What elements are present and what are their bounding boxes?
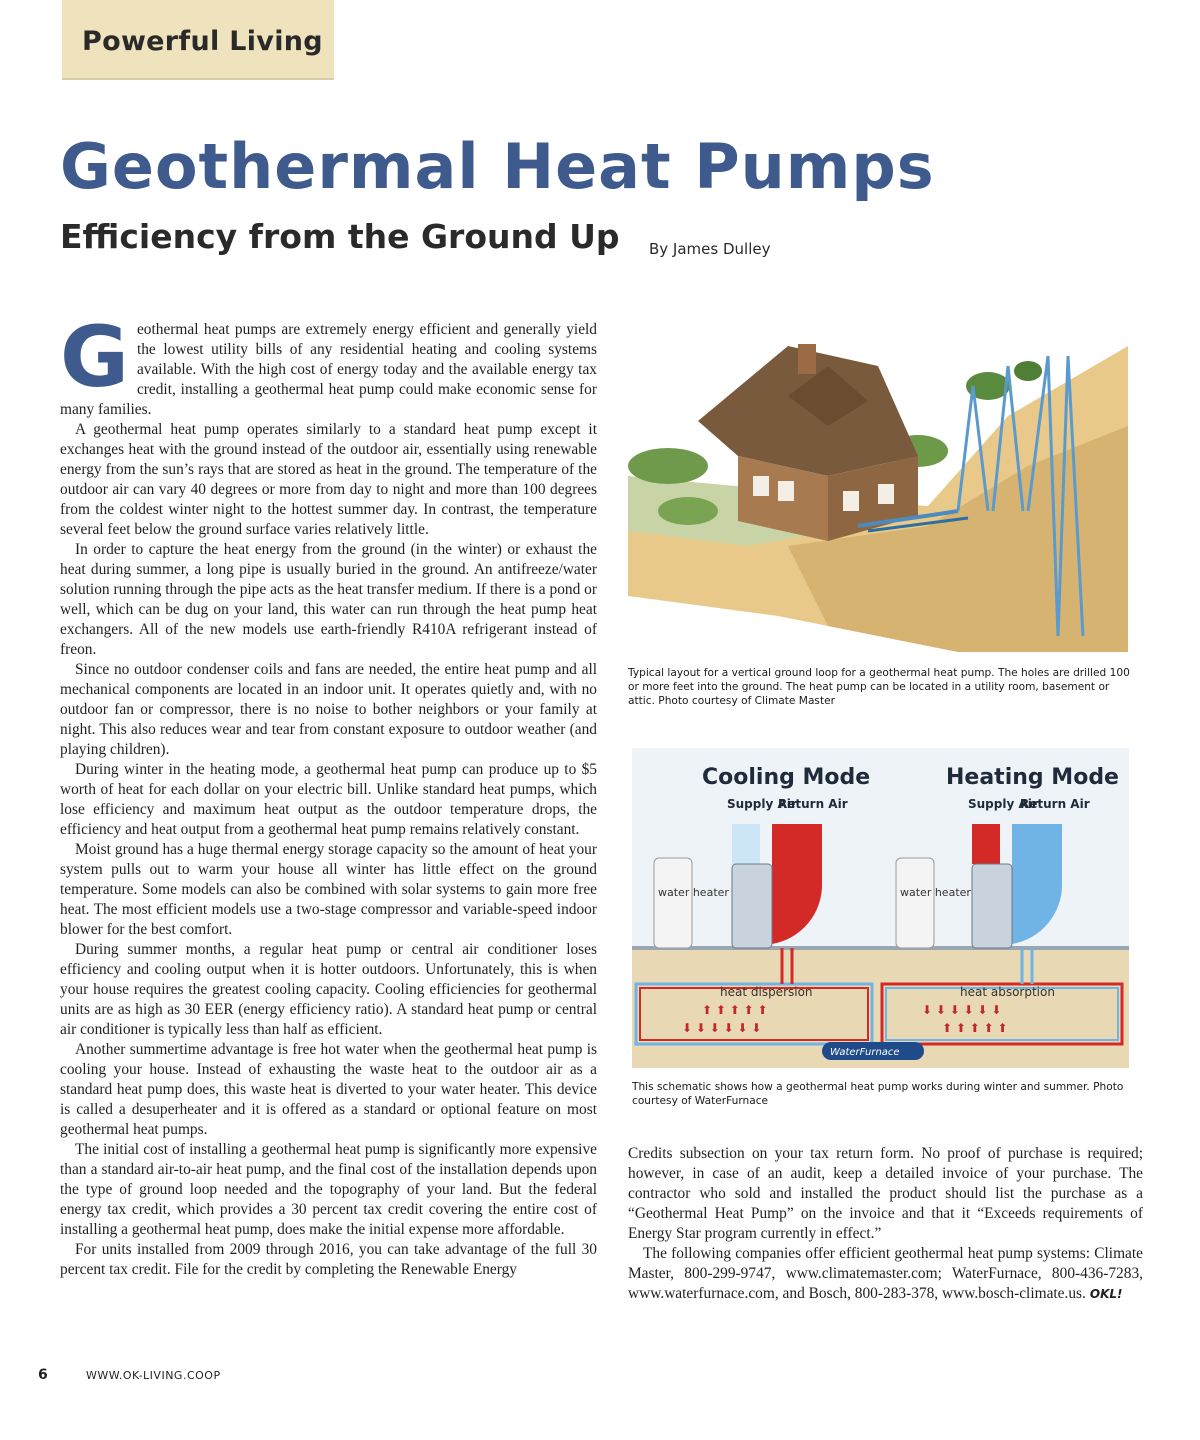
heat-dispersion-label: heat dispersion [720, 985, 813, 999]
end-mark: OKL! [1089, 1287, 1123, 1301]
heating-water-heater [896, 858, 934, 948]
cooling-water-heater [654, 858, 692, 948]
page-number: 6 [38, 1367, 48, 1383]
cooling-water-heater-label: water heater [658, 886, 729, 899]
cooling-supply-air-label: Supply Air [727, 797, 797, 811]
house-ground-loop-illustration [628, 326, 1128, 652]
section-tab [62, 0, 334, 80]
heating-water-heater-label: water heater [900, 886, 971, 899]
cooling-heating-schematic [632, 748, 1129, 1068]
byline: By James Dulley [649, 240, 771, 258]
paragraph: The initial cost of installing a geothermal heat pump is significantly more expensive than a standard air-to-air heat pump, and the final cost of the installation depends upon the type of ground loop needed and the topography of your land. But the federal energy tax credit, which provides a 30 percent tax credit covering the entire cost of installing a geothermal heat pump, does make the initial expense more affordable. [60, 1141, 597, 1238]
paragraph: Another summertime advantage is free hot water when the geothermal heat pump is cooling your house. Instead of exhausting the waste heat to the outdoor air as a standard heat pump does, this waste heat is diverted to your water heater. This device is called a desuperheater and it is offered as a standard or optional feature on most geothermal heat pumps. [60, 1041, 597, 1138]
paragraph: Since no outdoor condenser coils and fans are needed, the entire heat pump and all mechanical components are located in an indoor unit. It operates quietly and, with no outdoor fan or compressor, there is no noise to bother neighbors or your family at night. This also reduces wear and tear from constant exposure to outdoor weather (and playing children). [60, 661, 597, 758]
figure-1-caption: Typical layout for a vertical ground loop for a geothermal heat pump. The holes are drilled 100 or more feet into the ground. The heat pump can be located in a utility room, basement or attic. Photo courtesy of Climate Master [628, 667, 1130, 707]
svg-text:WaterFurnace: WaterFurnace [830, 1047, 900, 1058]
heating-heat-pump-unit [972, 864, 1012, 948]
article-column-1 [60, 308, 597, 1280]
svg-text:⬇ ⬇ ⬇ ⬇ ⬇ ⬇: ⬇ ⬇ ⬇ ⬇ ⬇ ⬇ [922, 1003, 1002, 1017]
article-column-2 [628, 1144, 1143, 1304]
heating-supply-air-label: Supply Air [968, 797, 1038, 811]
article-title: Geothermal Heat Pumps [60, 130, 935, 203]
svg-text:⬆ ⬆ ⬆ ⬆ ⬆: ⬆ ⬆ ⬆ ⬆ ⬆ [942, 1021, 1008, 1035]
paragraph: During summer months, a regular heat pump or central air conditioner loses efficiency and cooling output when it is hotter outdoors. Unfortunately, this is when your house requires the greatest cooling capacity. Cooling efficiencies for geothermal units are as high as 30 EER (energy efficiency ratio). A standard heat pump or central air conditioner is typically less than half as efficient. [60, 941, 597, 1038]
paragraph: Moist ground has a huge thermal energy storage capacity so the amount of heat your system pulls out to warm your house all winter has little effect on the ground temperature. Some models can also be combined with solar systems to gain more free heat. The most efficient models use a two-stage compressor and variable-speed indoor blower for the best comfort. [60, 841, 597, 938]
article-subtitle: Efficiency from the Ground Up [60, 217, 620, 256]
svg-text:⬇ ⬇ ⬇ ⬇ ⬇ ⬇: ⬇ ⬇ ⬇ ⬇ ⬇ ⬇ [682, 1021, 762, 1035]
paragraph: Credits subsection on your tax return form. No proof of purchase is required; however, in case of an audit, keep a detailed invoice of your purchase. The contractor who sold and installed the product should list the purchase as a “Geothermal Heat Pump” on the invoice and that it “Exceeds requirements of Energy Star program currently in effect.” [628, 1145, 1143, 1242]
cooling-return-air-label: Return Air [778, 797, 848, 811]
paragraph: Geothermal heat pumps are extremely energy efficient and generally yield the lowest utility bills of any residential heating and cooling systems available. With the high cost of energy today and the available energy tax credit, installing a geothermal heat pump could make economic sense for many families. [60, 308, 597, 418]
paragraph: For units installed from 2009 through 2016, you can take advantage of the full 30 percent tax credit. File for the credit by completing the Renewable Energy [60, 1241, 597, 1278]
paragraph: During winter in the heating mode, a geothermal heat pump can produce up to $5 worth of heat for each dollar on your electric bill. Unlike standard heat pumps, which lose efficiency and maximum heat output as the outdoor temperature drops, the efficiency and heat output from a geothermal heat pump remains relatively constant. [60, 761, 597, 838]
heating-mode-title: Heating Mode [946, 765, 1119, 790]
paragraph: A geothermal heat pump operates similarly to a standard heat pump except it exchanges heat with the ground instead of the outdoor air, essentially using renewable energy from the sun’s rays that are stored as heat in the ground. The temperature of the outdoor air can vary 40 degrees or more from day to night and more than 100 degrees from the coldest winter night to the hottest summer day. In contrast, the temperature several feet below the ground surface varies relatively little. [60, 421, 597, 538]
svg-text:⬆ ⬆ ⬆ ⬆ ⬆: ⬆ ⬆ ⬆ ⬆ ⬆ [702, 1003, 768, 1017]
figure-2-caption: This schematic shows how a geothermal heat pump works during winter and summer. Photo courtesy of WaterFurnace [632, 1081, 1124, 1107]
heating-supply-duct [972, 824, 1000, 864]
section-tab-label: Powerful Living [82, 26, 323, 57]
heat-absorption-label: heat absorption [960, 985, 1055, 999]
drop-cap: G [60, 308, 129, 406]
cooling-mode-title: Cooling Mode [702, 765, 871, 790]
cooling-heat-pump-unit [732, 864, 772, 948]
paragraph: In order to capture the heat energy from the ground (in the winter) or exhaust the heat during summer, a long pipe is usually buried in the ground. An antifreeze/water solution running through the pipe acts as the heat transfer medium. If there is a pond or well, which can be dug on your land, this water can run through the heat pump heat exchangers. All of the new models use earth-friendly R410A refrigerant instead of freon. [60, 541, 597, 658]
paragraph: The following companies offer efficient geothermal heat pump systems: Climate Master, 800-299-9747, www.climatemaster.com; WaterFurnace, 800-436-7283, www.waterfurnace.com, and Bosch, 800-283-378, www.bosch-climate.us. OKL! [628, 1245, 1143, 1302]
footer-url: WWW.OK-LIVING.COOP [86, 1369, 221, 1382]
heating-return-air-label: Return Air [1020, 797, 1090, 811]
cooling-supply-duct [732, 824, 760, 864]
